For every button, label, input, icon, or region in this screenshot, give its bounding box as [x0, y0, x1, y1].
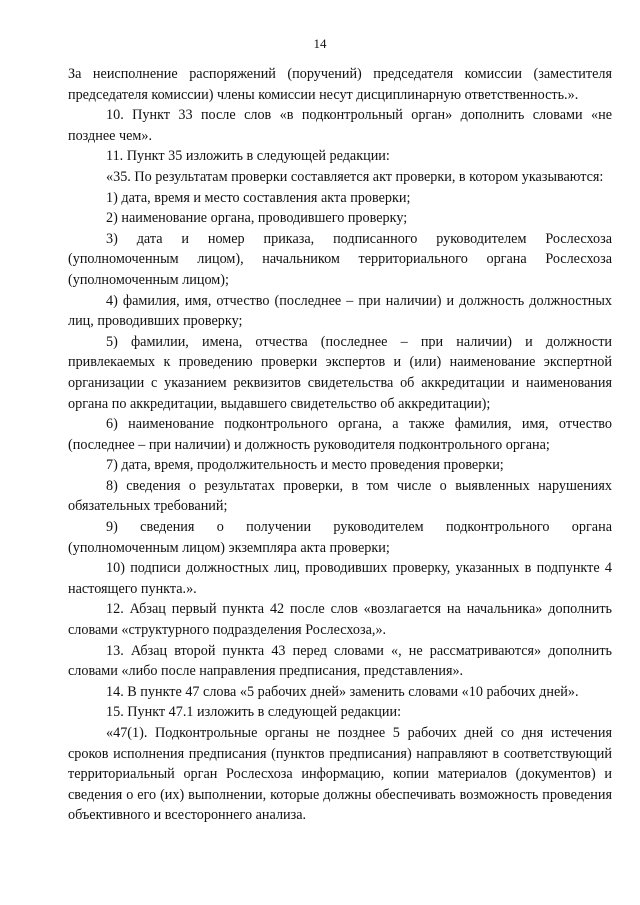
paragraph: 8) сведения о результатах проверки, в том числе о выявленных нарушениях обязательных требований; — [68, 477, 612, 515]
paragraph: «35. По результатам проверки составляется акт проверки, в котором указываются: — [106, 168, 604, 185]
paragraph: 5) фамилии, имена, отчества (последнее – при наличии) и должности привлекаемых к проведению проверки экспертов и (или) наименование экспертной организации с указанием реквизитов свидетельства об аккредитации и наименования органа по аккредитации, выдавшего свидетельство об аккредитации); — [68, 333, 612, 412]
paragraph: За неисполнение распоряжений (поручений) председателя комиссии (заместителя председателя комиссии) члены комиссии несут дисциплинарную ответственность.». — [68, 66, 612, 103]
paragraph: 12. Абзац первый пункта 42 после слов «возлагается на начальника» дополнить словами «структурного подразделения Рослесхоза,». — [68, 601, 612, 639]
paragraph: 10) подписи должностных лиц, проводивших проверку, указанных в подпункте 4 настоящего пункта.». — [68, 560, 612, 597]
paragraph: 11. Пункт 35 изложить в следующей редакции: — [106, 148, 390, 165]
paragraph: 4) фамилия, имя, отчество (последнее – при наличии) и должность должностных лиц, проводивших проверку; — [68, 292, 612, 330]
paragraph: 13. Абзац второй пункта 43 перед словами «, не рассматриваются» дополнить словами «либо после направления предписания, представления». — [68, 642, 612, 680]
document-body — [68, 64, 612, 826]
paragraph: 3) дата и номер приказа, подписанного руководителем Рослесхоза (уполномоченным лицом), начальником территориального органа Рослесхоза (уполномоченным лицом); — [68, 230, 612, 288]
paragraph: 15. Пункт 47.1 изложить в следующей редакции: — [106, 704, 402, 721]
paragraph: «47(1). Подконтрольные органы не позднее 5 рабочих дней со дня истечения сроков исполнения предписания (пунктов предписания) направляют в соответствующий территориальный орган Рослесхоза информацию, копии материалов (документов) и сведения о его (их) выполнении, которые должны обеспечивать возможность проведения объективного и всестороннего анализа. — [68, 725, 612, 824]
paragraph: 9) сведения о получении руководителем подконтрольного органа (уполномоченным лицом) экземпляра акта проверки; — [68, 519, 612, 556]
page-number: 14 — [313, 36, 327, 51]
paragraph: 7) дата, время, продолжительность и место проведения проверки; — [106, 457, 504, 474]
paragraph: 6) наименование подконтрольного органа, а также фамилия, имя, отчество (последнее – при наличии) и должность руководителя подконтрольного органа; — [68, 416, 612, 453]
paragraph: 1) дата, время и место составления акта проверки; — [106, 189, 411, 206]
paragraph: 10. Пункт 33 после слов «в подконтрольный орган» дополнить словами «не позднее чем». — [68, 107, 612, 144]
paragraph: 2) наименование органа, проводившего проверку; — [106, 210, 408, 227]
paragraph: 14. В пункте 47 слова «5 рабочих дней» заменить словами «10 рабочих дней». — [106, 683, 579, 700]
